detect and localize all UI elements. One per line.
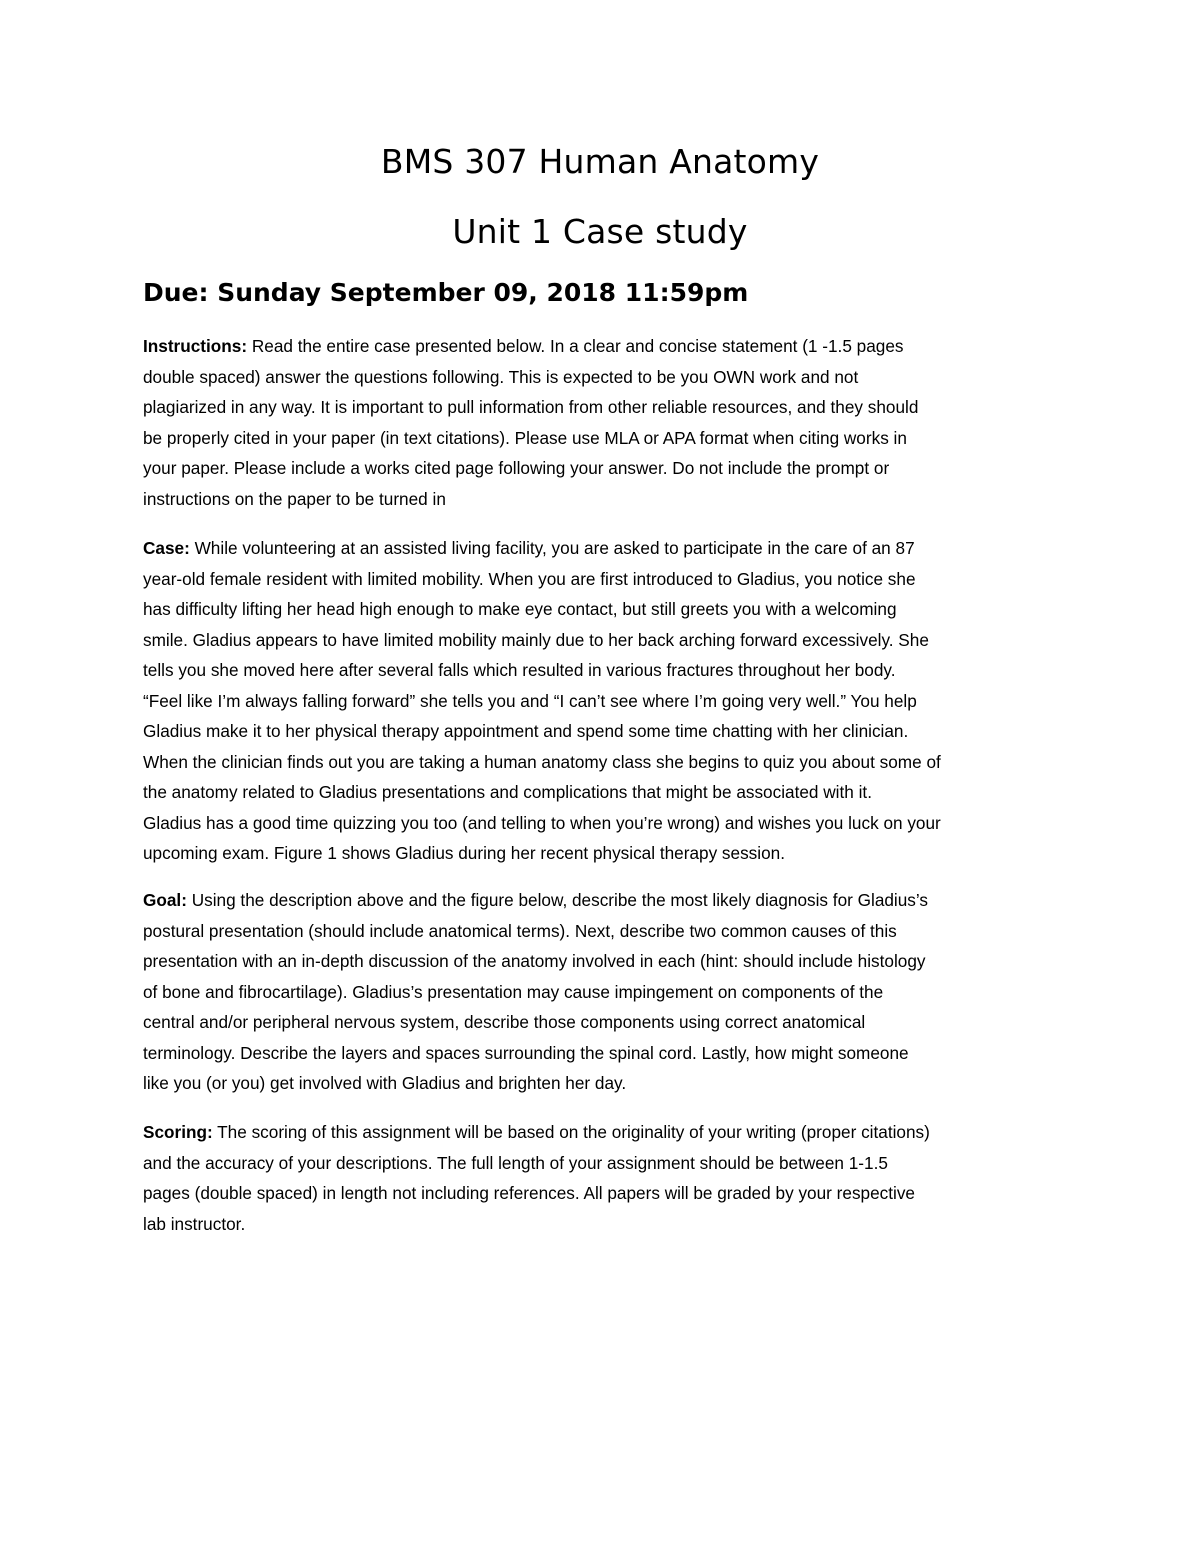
scoring-line: lab instructor. bbox=[143, 1213, 246, 1234]
instructions-paragraph bbox=[143, 331, 1063, 514]
case-line: upcoming exam. Figure 1 shows Gladius during her recent physical therapy session. bbox=[143, 843, 785, 863]
instructions-line: double spaced) answer the questions following. This is expected to be you OWN work and not bbox=[143, 366, 859, 387]
goal-line: presentation with an in-depth discussion of the anatomy involved in each (hint: should include histology bbox=[143, 951, 926, 971]
goal-line: terminology. Describe the layers and spaces surrounding the spinal cord. Lastly, how might someone bbox=[143, 1042, 909, 1063]
instructions-line: your paper. Please include a works cited page following your answer. Do not include the prompt or bbox=[143, 458, 890, 478]
instructions-line: be properly cited in your paper (in text citations). Please use MLA or APA format when citing works in bbox=[143, 427, 907, 448]
instructions-line: instructions on the paper to be turned in bbox=[143, 488, 446, 509]
case-line: tells you she moved here after several falls which resulted in various fractures throughout her body. bbox=[143, 660, 896, 680]
goal-paragraph bbox=[143, 885, 1063, 1099]
case-line: Gladius make it to her physical therapy appointment and spend some time chatting with her clinician. bbox=[143, 721, 909, 741]
case-paragraph bbox=[143, 533, 1063, 869]
scoring-label: Scoring: bbox=[143, 1122, 213, 1142]
case-line: “Feel like I’m always falling forward” she tells you and “I can’t see where I’m going very well.” You help bbox=[143, 690, 917, 711]
goal-line: postural presentation (should include anatomical terms). Next, describe two common causes of this bbox=[143, 920, 897, 941]
case-line: year-old female resident with limited mobility. When you are first introduced to Gladius, you notice she bbox=[143, 568, 916, 589]
scoring-paragraph bbox=[143, 1117, 1063, 1239]
goal-label: Goal: bbox=[143, 890, 187, 910]
goal-line: like you (or you) get involved with Gladius and brighten her day. bbox=[143, 1073, 627, 1093]
scoring-line: and the accuracy of your descriptions. The full length of your assignment should be between 1-1.5 bbox=[143, 1152, 888, 1173]
scoring-line: Scoring: The scoring of this assignment will be based on the originality of your writing (proper citations) bbox=[143, 1122, 930, 1142]
goal-line: central and/or peripheral nervous system, describe those components using correct anatomical bbox=[143, 1012, 866, 1032]
assignment-title: Unit 1 Case study bbox=[452, 212, 748, 251]
goal-line: Goal: Using the description above and the figure below, describe the most likely diagnosis for Gladius’s bbox=[143, 890, 929, 910]
instructions-label: Instructions: bbox=[143, 336, 248, 356]
case-line: has difficulty lifting her head high enough to make eye contact, but still greets you with a welcoming bbox=[143, 599, 897, 619]
case-line: smile. Gladius appears to have limited mobility mainly due to her back arching forward excessively. She bbox=[143, 629, 929, 650]
case-line: the anatomy related to Gladius presentations and complications that might be associated with it. bbox=[143, 782, 872, 802]
course-title: BMS 307 Human Anatomy bbox=[380, 142, 820, 181]
instructions-line: plagiarized in any way. It is important to pull information from other reliable resources, and they should bbox=[143, 397, 919, 417]
goal-line: of bone and fibrocartilage). Gladius’s presentation may cause impingement on components of the bbox=[143, 981, 884, 1002]
instructions-line: Instructions: Read the entire case presented below. In a clear and concise statement (1 -1.5 pages bbox=[143, 336, 904, 356]
case-line: Case: While volunteering at an assisted living facility, you are asked to participate in the care of an 87 bbox=[143, 538, 915, 558]
case-line: When the clinician finds out you are taking a human anatomy class she begins to quiz you about some of bbox=[143, 751, 941, 772]
case-line: Gladius has a good time quizzing you too (and telling to when you’re wrong) and wishes you luck on your bbox=[143, 812, 941, 833]
due-date: Due: Sunday September 09, 2018 11:59pm bbox=[143, 278, 749, 307]
case-label: Case: bbox=[143, 538, 190, 558]
scoring-line: pages (double spaced) in length not including references. All papers will be graded by your respective bbox=[143, 1183, 915, 1203]
